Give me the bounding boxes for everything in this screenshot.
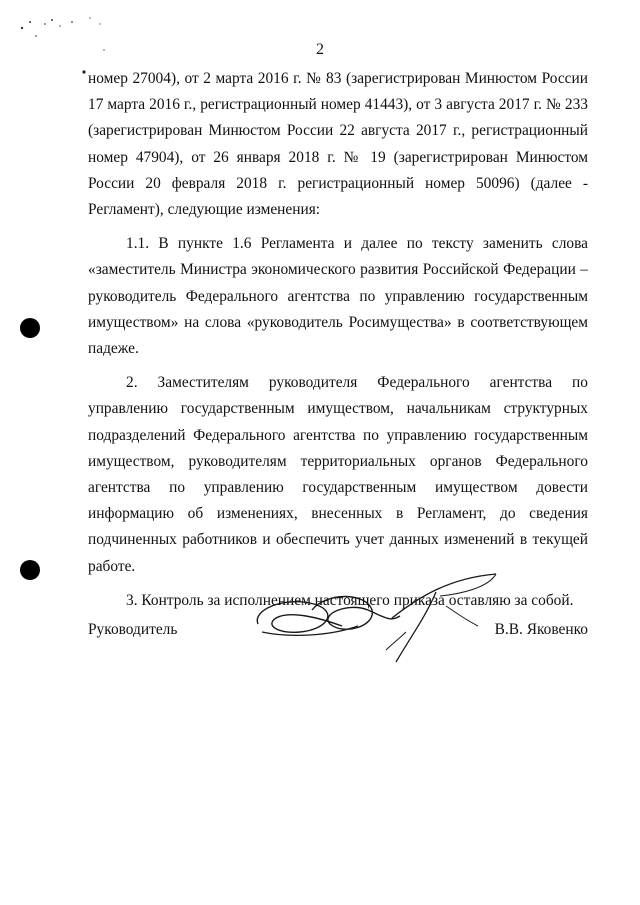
punch-hole-mark [20,560,40,580]
page-number: 2 [316,41,324,58]
signature-block [88,618,588,642]
signatory-position: Руководитель [88,621,178,638]
paragraph-3: 3. Контроль за исполнением настоящего приказа оставляю за собой. [126,591,574,609]
paragraph-2: 2. Заместителям руководителя Федерального агентства по управлению государственным имуществом, начальникам структурных подразделений Федерального агентства по управлению государственным имуществом, руководителям территориальных органов Федерального агентства по управлению государственным имуществом довести информацию об изменениях, внесенных в Регламент, до сведения подчиненных работников и обеспечить учет данных изменений в текущей работе. [88,374,588,575]
body-text [88,66,588,614]
paragraph-1-1: 1.1. В пункте 1.6 Регламента и далее по тексту заменить слова «заместитель Министра экономического развития Российской Федерации – руководитель Федерального агентства по управлению государственным имуществом» на слова «руководитель Росимущества» в соответствующем падеже. [88,235,588,358]
paragraph-continuation: номер 27004), от 2 марта 2016 г. № 83 (зарегистрирован Минюстом России 17 марта 2016 г., регистрационный номер 41443), от 3 августа 2017 г. № 233 (зарегистрирован Минюстом России 22 августа 2017 г., регистрационный номер 47904), от 26 января 2018 г. № 19 (зарегистрирован Минюстом России 20 февраля 2018 г. регистрационный номер 50096) (далее - Регламент), следующие изменения: [88,70,588,219]
punch-hole-mark [20,318,40,338]
handwritten-signature [250,566,510,666]
signatory-name: В.В. Яковенко [494,621,588,638]
